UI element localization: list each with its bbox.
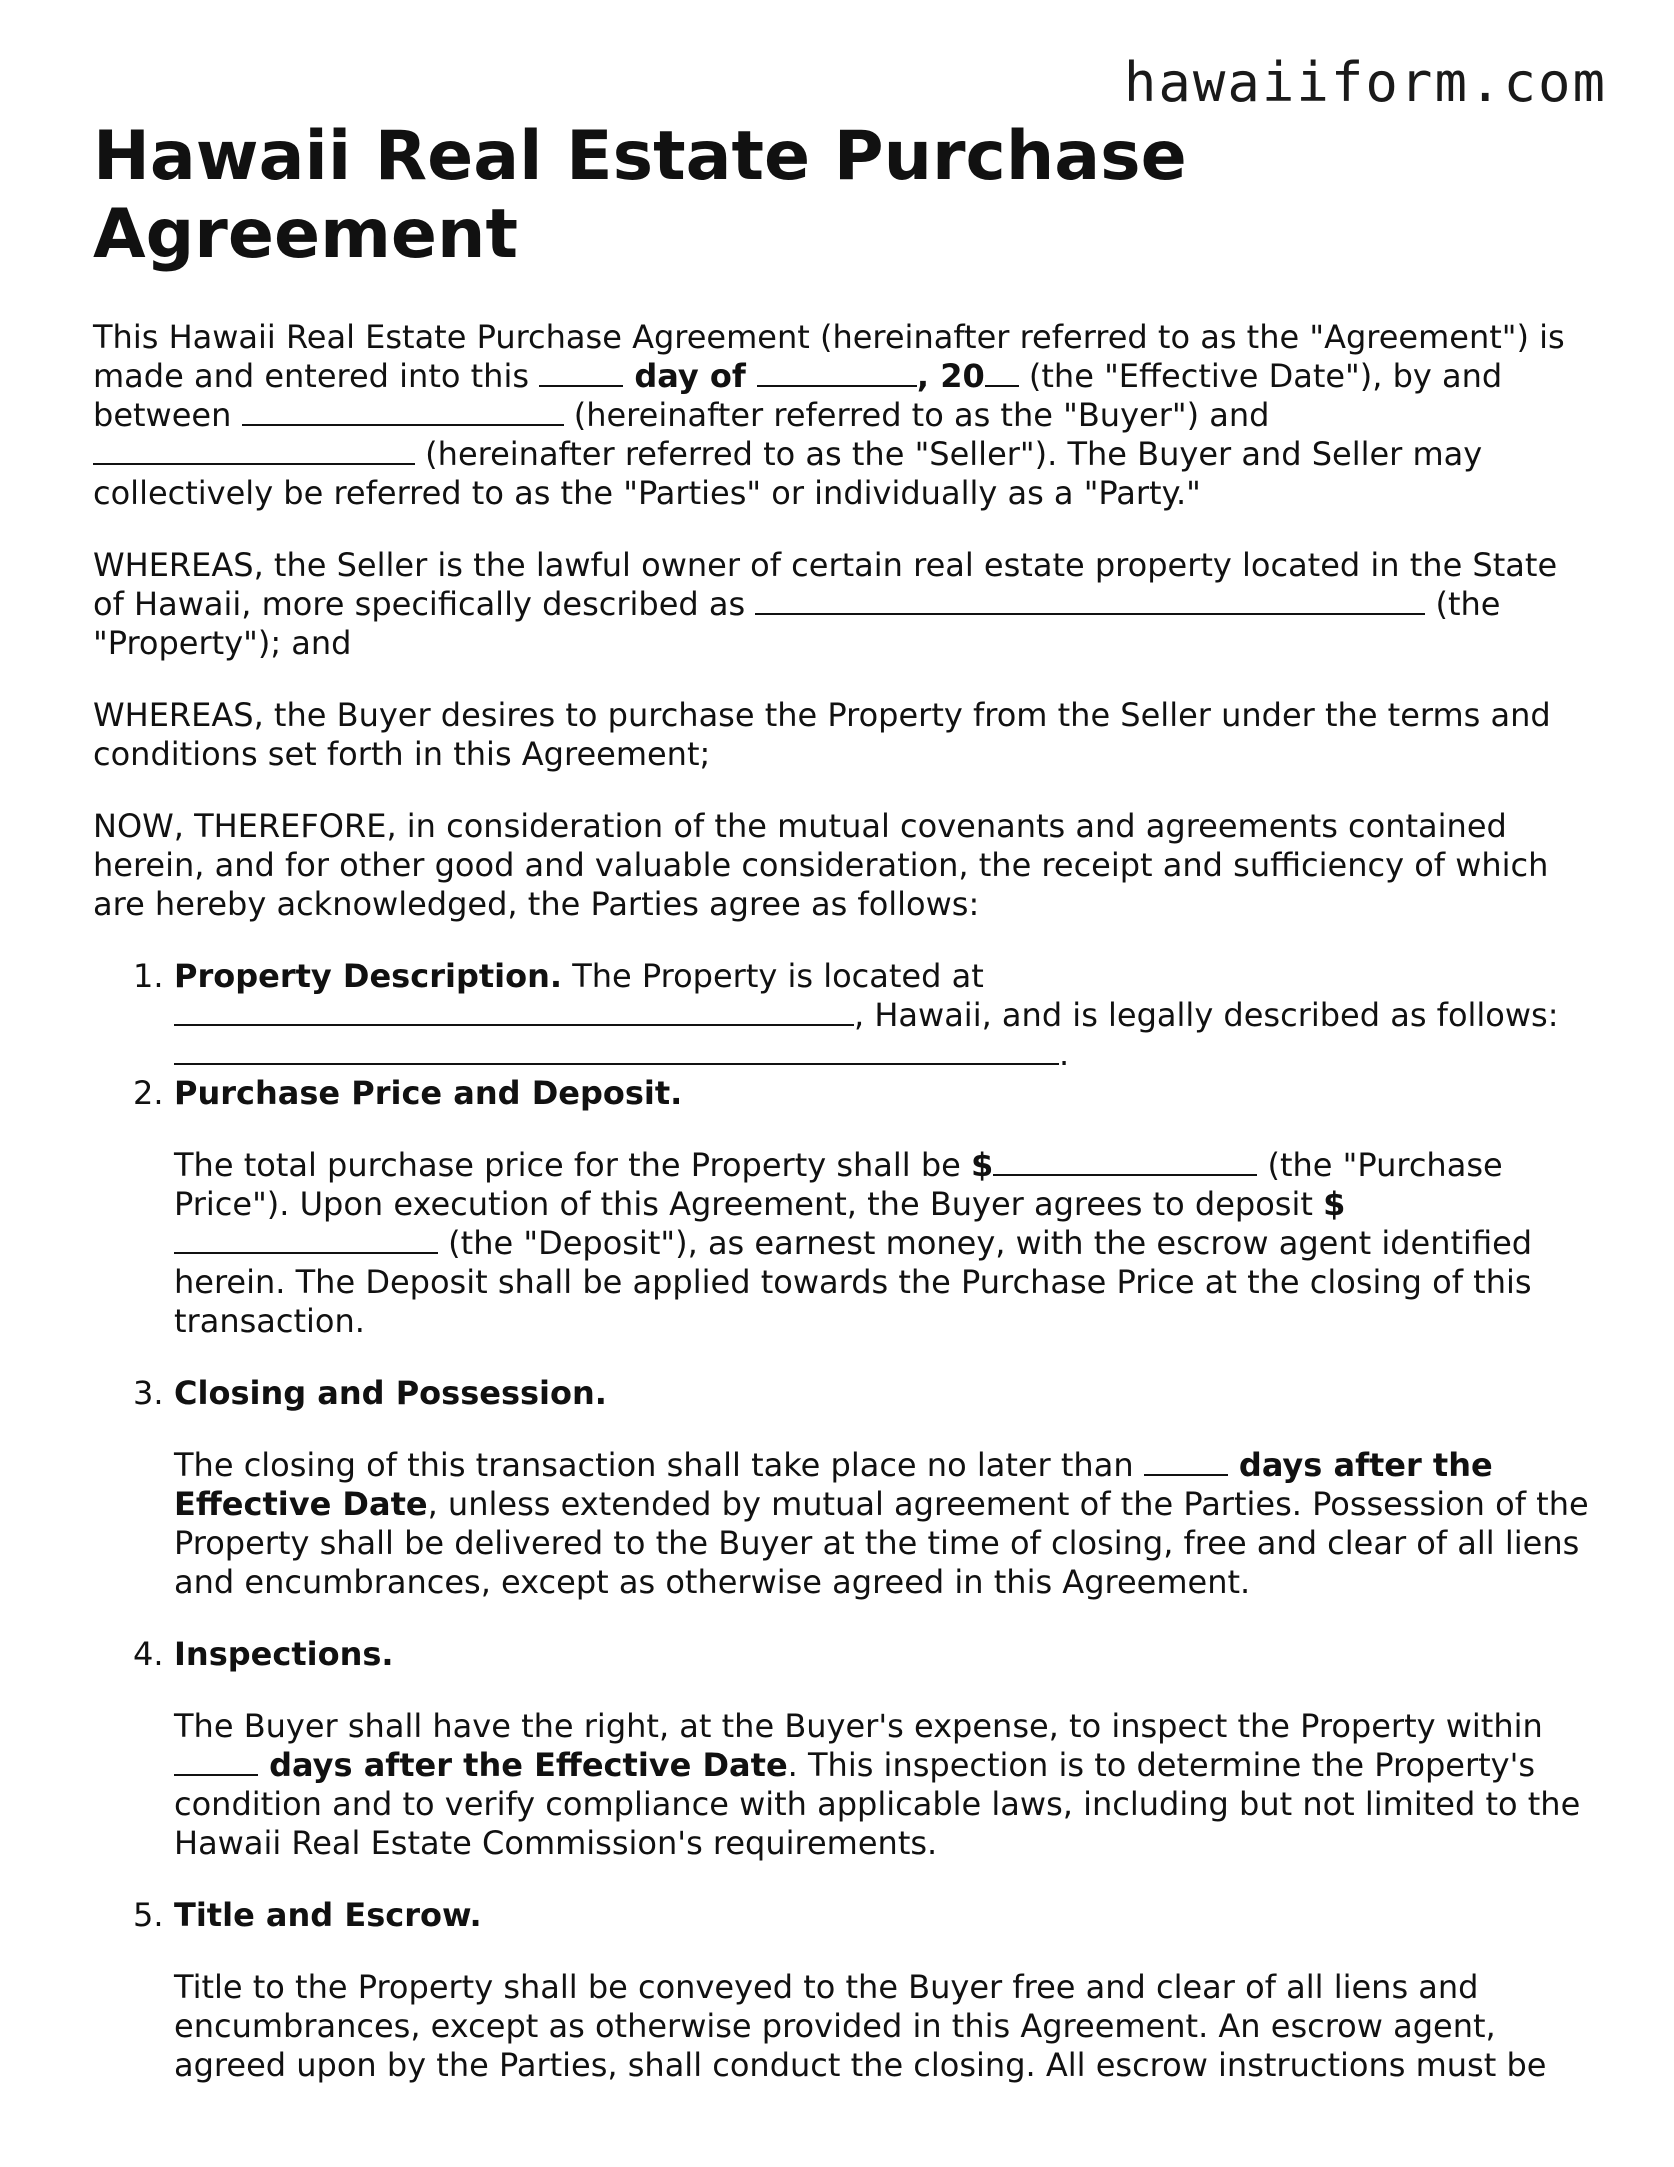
item-number: 3. (133, 1374, 164, 1412)
item-3-bold: days after the Effective Date (174, 1446, 1493, 1523)
item-1-paragraph (174, 957, 1593, 1074)
item-3-text-2: , unless extended by mutual agreement of the Parties. Possession of the Property shall be delivered to the Buyer at the time of closing, free and clear of all liens and encumbrances, except as otherwise agreed in this Agreement. (174, 1485, 1589, 1601)
property-location-blank[interactable] (174, 998, 854, 1026)
item-2-text-3: (the "Deposit"), as earnest money, with the escrow agent identified herein. The Deposit shall be applied towards the Purchase Price at the closing of this transaction. (174, 1224, 1533, 1340)
dollar-sign: $ (1323, 1185, 1346, 1223)
list-item-property-description (93, 957, 1593, 1074)
legal-description-blank[interactable] (174, 1037, 1059, 1065)
intro-text-2: (the "Effective Date"), by and between (93, 357, 1503, 434)
item-2-body (174, 1146, 1593, 1341)
item-1-text-3: . (1059, 1035, 1070, 1073)
item-number: 5. (133, 1896, 164, 1934)
item-heading: Title and Escrow. (174, 1896, 482, 1934)
item-4-text-1: The Buyer shall have the right, at the Buyer's expense, to inspect the Property within (174, 1707, 1543, 1745)
now-therefore-paragraph: NOW, THEREFORE, in consideration of the mutual covenants and agreements contained herein, and for other good and valuable consideration, the receipt and sufficiency of which are hereby acknowledged, the Parties agree as follows: (93, 807, 1549, 923)
item-3-body (174, 1446, 1593, 1602)
intro-buyer-text: (hereinafter referred to as the "Buyer") and (563, 396, 1270, 434)
item-number: 4. (133, 1635, 164, 1673)
watermark: hawaiiform.com (1123, 51, 1607, 114)
item-4-body (174, 1707, 1593, 1863)
intro-seller-text: (hereinafter referred to as the "Seller"). The Buyer and Seller may collectively be referred to as the "Parties" or individually as a "Party." (93, 435, 1483, 512)
whereas-1-text-1: WHEREAS, the Seller is the lawful owner of certain real estate property located in the State of Hawaii, more specifically described as (93, 546, 1558, 623)
day-label: day of (623, 357, 757, 395)
item-1-text-1: The Property is located at (562, 957, 984, 995)
inspection-days-blank[interactable] (174, 1748, 258, 1776)
item-number: 1. (133, 957, 164, 995)
closing-days-blank[interactable] (1144, 1448, 1228, 1476)
list-item-title-escrow (93, 1896, 1593, 2085)
item-heading: Inspections. (174, 1635, 394, 1673)
item-4-text-2: . This inspection is to determine the Property's condition and to verify compliance with applicable laws, including but not limited to the Hawaii Real Estate Commission's requirements. (174, 1746, 1581, 1862)
list-item-inspections (93, 1635, 1593, 1863)
page-title: Hawaii Real Estate Purchase Agreement (93, 117, 1187, 274)
item-2-text-2: (the "Purchase Price"). Upon execution of this Agreement, the Buyer agrees to deposit (174, 1146, 1503, 1223)
whereas-1-text-2: (the "Property"); and (93, 585, 1501, 662)
purchase-price-blank[interactable] (993, 1148, 1257, 1176)
list-item-closing (93, 1374, 1593, 1602)
seller-name-blank[interactable] (93, 437, 415, 465)
item-number: 2. (133, 1074, 164, 1112)
year-prefix: , 20 (916, 357, 985, 395)
item-heading: Closing and Possession. (174, 1374, 607, 1412)
item-heading: Purchase Price and Deposit. (174, 1074, 683, 1112)
list-item-purchase-price (93, 1074, 1593, 1341)
item-heading-paragraph (174, 1074, 1593, 1113)
whereas-buyer-paragraph: WHEREAS, the Buyer desires to purchase the Property from the Seller under the terms and conditions set forth in this Agreement; (93, 696, 1551, 773)
intro-text-1: This Hawaii Real Estate Purchase Agreement (hereinafter referred to as the "Agreement") is made and entered into this (93, 318, 1565, 395)
deposit-blank[interactable] (174, 1226, 438, 1254)
whereas-owner-paragraph (93, 546, 1593, 663)
item-heading-paragraph (174, 1635, 1593, 1674)
item-5-body: Title to the Property shall be conveyed to the Buyer free and clear of all liens and encumbrances, except as otherwise provided in this Agreement. An escrow agent, agreed upon by the Parties, shall conduct the closing. All escrow instructions must be (174, 1968, 1547, 2084)
terms-list (93, 957, 1593, 2085)
year-blank[interactable] (985, 359, 1019, 387)
item-heading-paragraph (174, 1374, 1593, 1413)
intro-paragraph (93, 318, 1593, 513)
property-description-blank[interactable] (755, 587, 1425, 615)
item-heading: Property Description. (174, 957, 563, 995)
buyer-name-blank[interactable] (242, 398, 564, 426)
item-1-text-2: , Hawaii, and is legally described as follows: (854, 996, 1559, 1034)
month-blank[interactable] (757, 359, 917, 387)
item-heading-paragraph (174, 1896, 1593, 1935)
dollar-sign: $ (971, 1146, 994, 1184)
item-3-text-1: The closing of this transaction shall take place no later than (174, 1446, 1144, 1484)
item-2-text-1: The total purchase price for the Property shall be (174, 1146, 972, 1184)
document-page (93, 118, 1593, 2085)
day-blank[interactable] (539, 359, 623, 387)
item-4-bold: days after the Effective Date (258, 1746, 788, 1784)
